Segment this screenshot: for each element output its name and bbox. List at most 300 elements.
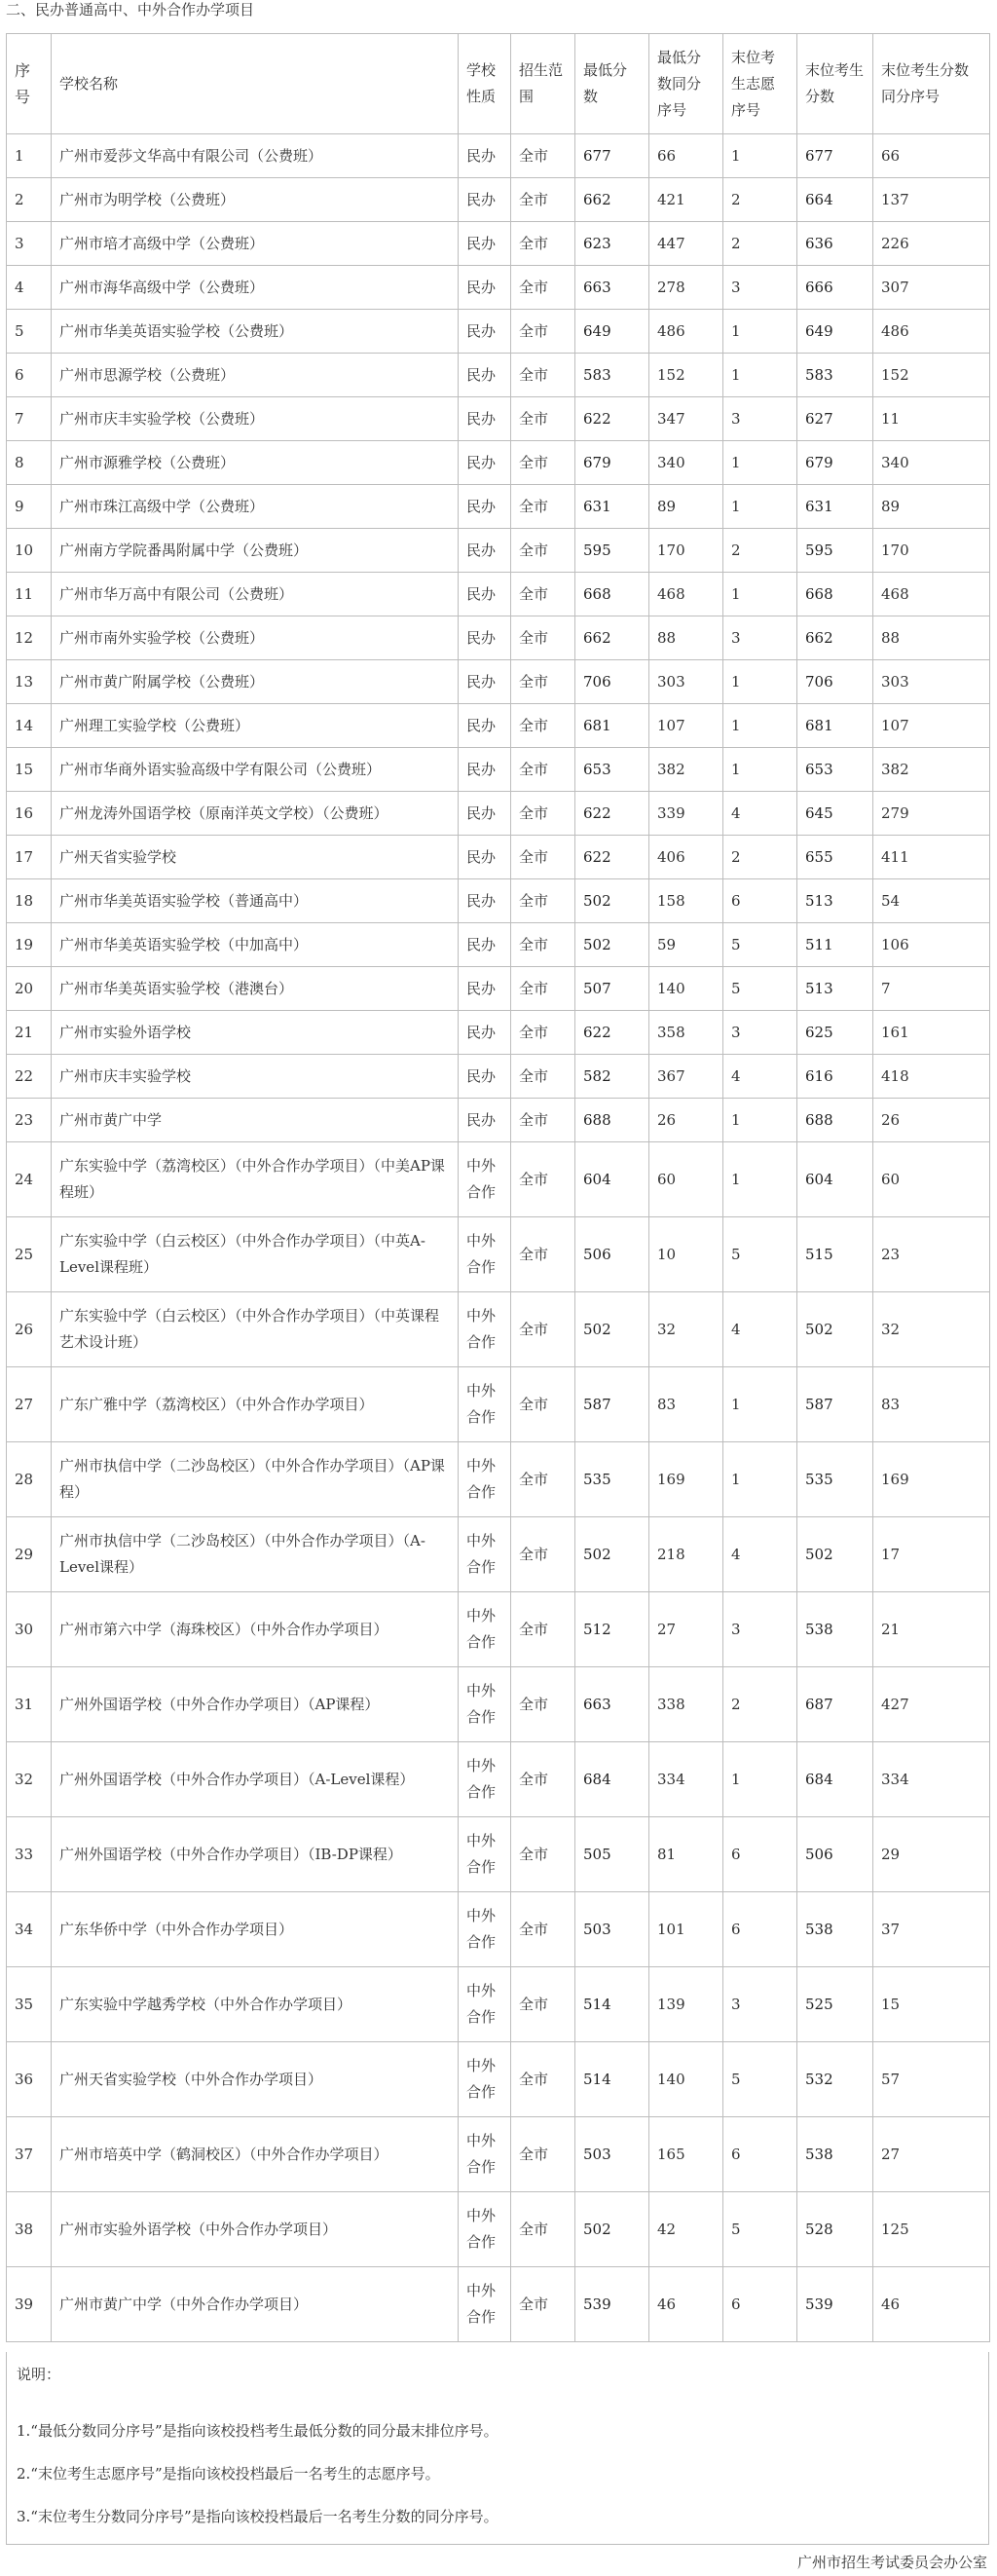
seq-cell: 11 <box>7 573 52 616</box>
header-cell: 末位考生分数同分序号 <box>873 34 990 134</box>
min-score-rank-cell: 358 <box>649 1011 723 1055</box>
table-row <box>7 485 990 529</box>
scope-cell: 全市 <box>511 1142 575 1217</box>
seq-cell: 39 <box>7 2267 52 2342</box>
min-score-rank-cell: 165 <box>649 2117 723 2192</box>
last-choice-cell: 3 <box>723 1011 797 1055</box>
school-name-cell: 广东实验中学（荔湾校区）（中外合作办学项目）（中美AP课程班） <box>52 1142 459 1217</box>
issuer-signature: 广州市招生考试委员会办公室 <box>796 2554 987 2571</box>
last-score-rank-cell: 107 <box>873 704 990 748</box>
min-score-cell: 502 <box>575 879 649 923</box>
section-title: 二、民办普通高中、中外合作办学项目 <box>6 1 255 19</box>
min-score-rank-cell: 367 <box>649 1055 723 1099</box>
min-score-cell: 502 <box>575 2192 649 2267</box>
seq-cell: 36 <box>7 2042 52 2117</box>
school-type-cell: 民办 <box>459 1055 511 1099</box>
scope-cell: 全市 <box>511 1099 575 1142</box>
min-score-cell: 681 <box>575 704 649 748</box>
min-score-cell: 583 <box>575 354 649 397</box>
min-score-rank-cell: 32 <box>649 1292 723 1367</box>
last-score-cell: 625 <box>797 1011 873 1055</box>
table-row <box>7 178 990 222</box>
last-score-cell: 513 <box>797 967 873 1011</box>
min-score-rank-cell: 88 <box>649 616 723 660</box>
min-score-cell: 535 <box>575 1442 649 1517</box>
seq-cell: 32 <box>7 1742 52 1817</box>
scope-cell: 全市 <box>511 1217 575 1292</box>
last-choice-cell: 2 <box>723 529 797 573</box>
last-score-cell: 511 <box>797 923 873 967</box>
scope-cell: 全市 <box>511 310 575 354</box>
school-name-cell: 广州市培才高级中学（公费班） <box>52 222 459 266</box>
school-name-cell: 广州龙涛外国语学校（原南洋英文学校）（公费班） <box>52 792 459 836</box>
seq-cell: 27 <box>7 1367 52 1442</box>
scope-cell: 全市 <box>511 397 575 441</box>
seq-cell: 37 <box>7 2117 52 2192</box>
min-score-cell: 582 <box>575 1055 649 1099</box>
min-score-cell: 688 <box>575 1099 649 1142</box>
school-name-cell: 广州市华美英语实验学校（中加高中） <box>52 923 459 967</box>
school-type-cell: 民办 <box>459 354 511 397</box>
last-score-cell: 506 <box>797 1817 873 1892</box>
min-score-rank-cell: 338 <box>649 1667 723 1742</box>
school-name-cell: 广州市庆丰实验学校 <box>52 1055 459 1099</box>
school-type-cell: 民办 <box>459 616 511 660</box>
school-type-cell: 中外合作 <box>459 1217 511 1292</box>
school-type-cell: 民办 <box>459 222 511 266</box>
school-name-cell: 广州理工实验学校（公费班） <box>52 704 459 748</box>
last-score-cell: 687 <box>797 1667 873 1742</box>
seq-cell: 30 <box>7 1592 52 1667</box>
scope-cell: 全市 <box>511 660 575 704</box>
last-choice-cell: 4 <box>723 1292 797 1367</box>
min-score-cell: 502 <box>575 1292 649 1367</box>
header-cell: 末位考生分数 <box>797 34 873 134</box>
table-row <box>7 1592 990 1667</box>
scope-cell: 全市 <box>511 1967 575 2042</box>
last-score-cell: 539 <box>797 2267 873 2342</box>
scope-cell: 全市 <box>511 704 575 748</box>
scope-cell: 全市 <box>511 266 575 310</box>
last-score-rank-cell: 54 <box>873 879 990 923</box>
last-choice-cell: 3 <box>723 616 797 660</box>
scope-cell: 全市 <box>511 441 575 485</box>
scope-cell: 全市 <box>511 573 575 616</box>
last-score-rank-cell: 169 <box>873 1442 990 1517</box>
school-type-cell: 民办 <box>459 573 511 616</box>
last-score-cell: 528 <box>797 2192 873 2267</box>
school-name-cell: 广州市实验外语学校 <box>52 1011 459 1055</box>
last-score-rank-cell: 17 <box>873 1517 990 1592</box>
last-choice-cell: 1 <box>723 354 797 397</box>
seq-cell: 10 <box>7 529 52 573</box>
school-type-cell: 中外合作 <box>459 1592 511 1667</box>
scope-cell: 全市 <box>511 2117 575 2192</box>
scope-cell: 全市 <box>511 792 575 836</box>
school-type-cell: 中外合作 <box>459 2267 511 2342</box>
min-score-cell: 622 <box>575 836 649 879</box>
last-score-rank-cell: 37 <box>873 1892 990 1967</box>
min-score-rank-cell: 152 <box>649 354 723 397</box>
min-score-cell: 668 <box>575 573 649 616</box>
school-name-cell: 广东华侨中学（中外合作办学项目） <box>52 1892 459 1967</box>
scope-cell: 全市 <box>511 2192 575 2267</box>
last-score-rank-cell: 66 <box>873 134 990 178</box>
last-score-cell: 681 <box>797 704 873 748</box>
school-name-cell: 广州市海华高级中学（公费班） <box>52 266 459 310</box>
school-name-cell: 广州市第六中学（海珠校区）（中外合作办学项目） <box>52 1592 459 1667</box>
seq-cell: 35 <box>7 1967 52 2042</box>
last-choice-cell: 1 <box>723 704 797 748</box>
min-score-rank-cell: 382 <box>649 748 723 792</box>
last-choice-cell: 6 <box>723 2267 797 2342</box>
last-choice-cell: 1 <box>723 660 797 704</box>
last-choice-cell: 1 <box>723 1099 797 1142</box>
seq-cell: 23 <box>7 1099 52 1142</box>
min-score-cell: 677 <box>575 134 649 178</box>
min-score-rank-cell: 81 <box>649 1817 723 1892</box>
table-row <box>7 1442 990 1517</box>
last-choice-cell: 1 <box>723 485 797 529</box>
last-score-cell: 631 <box>797 485 873 529</box>
last-choice-cell: 5 <box>723 923 797 967</box>
scope-cell: 全市 <box>511 1667 575 1742</box>
last-score-cell: 677 <box>797 134 873 178</box>
school-type-cell: 民办 <box>459 178 511 222</box>
table-row <box>7 1967 990 2042</box>
last-score-cell: 616 <box>797 1055 873 1099</box>
last-score-cell: 538 <box>797 2117 873 2192</box>
school-type-cell: 中外合作 <box>459 2117 511 2192</box>
min-score-rank-cell: 66 <box>649 134 723 178</box>
min-score-cell: 503 <box>575 2117 649 2192</box>
scope-cell: 全市 <box>511 748 575 792</box>
scope-cell: 全市 <box>511 134 575 178</box>
last-choice-cell: 1 <box>723 1142 797 1217</box>
table-row <box>7 660 990 704</box>
last-score-rank-cell: 46 <box>873 2267 990 2342</box>
min-score-cell: 512 <box>575 1592 649 1667</box>
min-score-cell: 514 <box>575 1967 649 2042</box>
last-choice-cell: 1 <box>723 1367 797 1442</box>
min-score-cell: 653 <box>575 748 649 792</box>
last-choice-cell: 3 <box>723 1592 797 1667</box>
table-row <box>7 923 990 967</box>
table-row <box>7 266 990 310</box>
school-name-cell: 广州市华万高中有限公司（公费班） <box>52 573 459 616</box>
table-row <box>7 529 990 573</box>
min-score-rank-cell: 26 <box>649 1099 723 1142</box>
last-score-cell: 502 <box>797 1292 873 1367</box>
min-score-rank-cell: 169 <box>649 1442 723 1517</box>
seq-cell: 28 <box>7 1442 52 1517</box>
school-name-cell: 广州市珠江高级中学（公费班） <box>52 485 459 529</box>
notes-box <box>6 2352 989 2545</box>
table-row <box>7 792 990 836</box>
min-score-rank-cell: 27 <box>649 1592 723 1667</box>
last-score-rank-cell: 21 <box>873 1592 990 1667</box>
school-type-cell: 民办 <box>459 485 511 529</box>
table-row <box>7 1367 990 1442</box>
school-name-cell: 广州外国语学校（中外合作办学项目）（IB-DP课程） <box>52 1817 459 1892</box>
min-score-cell: 502 <box>575 923 649 967</box>
last-score-cell: 664 <box>797 178 873 222</box>
table-row <box>7 879 990 923</box>
table-body <box>7 134 990 2342</box>
table-row <box>7 1055 990 1099</box>
school-name-cell: 广州市源雅学校（公费班） <box>52 441 459 485</box>
last-score-cell: 525 <box>797 1967 873 2042</box>
last-score-cell: 515 <box>797 1217 873 1292</box>
school-type-cell: 民办 <box>459 923 511 967</box>
min-score-rank-cell: 334 <box>649 1742 723 1817</box>
last-score-rank-cell: 89 <box>873 485 990 529</box>
last-score-cell: 668 <box>797 573 873 616</box>
min-score-cell: 622 <box>575 792 649 836</box>
table-row <box>7 836 990 879</box>
last-score-cell: 649 <box>797 310 873 354</box>
school-type-cell: 民办 <box>459 748 511 792</box>
min-score-rank-cell: 339 <box>649 792 723 836</box>
min-score-cell: 663 <box>575 266 649 310</box>
school-type-cell: 中外合作 <box>459 1892 511 1967</box>
last-score-rank-cell: 226 <box>873 222 990 266</box>
min-score-rank-cell: 107 <box>649 704 723 748</box>
school-type-cell: 民办 <box>459 397 511 441</box>
school-type-cell: 民办 <box>459 836 511 879</box>
last-score-cell: 688 <box>797 1099 873 1142</box>
school-name-cell: 广州天省实验学校 <box>52 836 459 879</box>
table-row <box>7 1099 990 1142</box>
seq-cell: 34 <box>7 1892 52 1967</box>
school-name-cell: 广州市为明学校（公费班） <box>52 178 459 222</box>
last-choice-cell: 1 <box>723 1442 797 1517</box>
min-score-rank-cell: 46 <box>649 2267 723 2342</box>
min-score-cell: 662 <box>575 178 649 222</box>
last-score-cell: 645 <box>797 792 873 836</box>
min-score-rank-cell: 101 <box>649 1892 723 1967</box>
school-name-cell: 广东实验中学（白云校区）（中外合作办学项目）（中英课程艺术设计班） <box>52 1292 459 1367</box>
school-name-cell: 广州市华美英语实验学校（港澳台） <box>52 967 459 1011</box>
last-score-rank-cell: 29 <box>873 1817 990 1892</box>
school-type-cell: 民办 <box>459 660 511 704</box>
seq-cell: 29 <box>7 1517 52 1592</box>
last-choice-cell: 1 <box>723 441 797 485</box>
last-choice-cell: 6 <box>723 1892 797 1967</box>
table-row <box>7 1517 990 1592</box>
last-score-cell: 583 <box>797 354 873 397</box>
min-score-rank-cell: 340 <box>649 441 723 485</box>
scope-cell: 全市 <box>511 485 575 529</box>
school-name-cell: 广州市华商外语实验高级中学有限公司（公费班） <box>52 748 459 792</box>
last-score-cell: 604 <box>797 1142 873 1217</box>
last-score-cell: 666 <box>797 266 873 310</box>
header-cell: 招生范围 <box>511 34 575 134</box>
last-score-rank-cell: 83 <box>873 1367 990 1442</box>
min-score-rank-cell: 89 <box>649 485 723 529</box>
seq-cell: 8 <box>7 441 52 485</box>
last-score-rank-cell: 7 <box>873 967 990 1011</box>
min-score-cell: 663 <box>575 1667 649 1742</box>
seq-cell: 6 <box>7 354 52 397</box>
school-name-cell: 广州市执信中学（二沙岛校区）（中外合作办学项目）（A-Level课程） <box>52 1517 459 1592</box>
note-item: 3.“末位考生分数同分序号”是指向该校投档最后一名考生分数的同分序号。 <box>17 2508 498 2525</box>
table-row <box>7 2192 990 2267</box>
note-item: 2.“末位考生志愿序号”是指向该校投档最后一名考生的志愿序号。 <box>17 2465 440 2483</box>
school-name-cell: 广州外国语学校（中外合作办学项目）（A-Level课程） <box>52 1742 459 1817</box>
last-score-rank-cell: 137 <box>873 178 990 222</box>
school-type-cell: 中外合作 <box>459 1667 511 1742</box>
scope-cell: 全市 <box>511 2042 575 2117</box>
seq-cell: 22 <box>7 1055 52 1099</box>
min-score-cell: 622 <box>575 397 649 441</box>
last-choice-cell: 6 <box>723 2117 797 2192</box>
min-score-rank-cell: 447 <box>649 222 723 266</box>
school-type-cell: 中外合作 <box>459 2192 511 2267</box>
seq-cell: 4 <box>7 266 52 310</box>
last-choice-cell: 2 <box>723 836 797 879</box>
last-choice-cell: 1 <box>723 573 797 616</box>
last-score-cell: 653 <box>797 748 873 792</box>
school-name-cell: 广州外国语学校（中外合作办学项目）（AP课程） <box>52 1667 459 1742</box>
table-row <box>7 2042 990 2117</box>
last-choice-cell: 4 <box>723 792 797 836</box>
seq-cell: 31 <box>7 1667 52 1742</box>
last-score-rank-cell: 170 <box>873 529 990 573</box>
min-score-cell: 595 <box>575 529 649 573</box>
min-score-cell: 649 <box>575 310 649 354</box>
min-score-rank-cell: 278 <box>649 266 723 310</box>
header-cell: 末位考生志愿序号 <box>723 34 797 134</box>
school-type-cell: 中外合作 <box>459 1967 511 2042</box>
table-row <box>7 2117 990 2192</box>
last-choice-cell: 6 <box>723 879 797 923</box>
min-score-cell: 514 <box>575 2042 649 2117</box>
seq-cell: 9 <box>7 485 52 529</box>
last-choice-cell: 2 <box>723 222 797 266</box>
seq-cell: 21 <box>7 1011 52 1055</box>
scope-cell: 全市 <box>511 967 575 1011</box>
last-score-rank-cell: 152 <box>873 354 990 397</box>
last-choice-cell: 6 <box>723 1817 797 1892</box>
header-cell: 最低分数 <box>575 34 649 134</box>
min-score-cell: 507 <box>575 967 649 1011</box>
school-type-cell: 民办 <box>459 704 511 748</box>
min-score-cell: 706 <box>575 660 649 704</box>
last-score-cell: 595 <box>797 529 873 573</box>
school-type-cell: 民办 <box>459 134 511 178</box>
last-choice-cell: 5 <box>723 967 797 1011</box>
last-score-rank-cell: 468 <box>873 573 990 616</box>
school-type-cell: 民办 <box>459 266 511 310</box>
admission-table <box>6 33 990 2342</box>
scope-cell: 全市 <box>511 222 575 266</box>
scope-cell: 全市 <box>511 1442 575 1517</box>
min-score-cell: 502 <box>575 1517 649 1592</box>
last-score-cell: 679 <box>797 441 873 485</box>
last-score-cell: 532 <box>797 2042 873 2117</box>
seq-cell: 2 <box>7 178 52 222</box>
last-choice-cell: 5 <box>723 1217 797 1292</box>
table-row <box>7 616 990 660</box>
scope-cell: 全市 <box>511 836 575 879</box>
last-score-cell: 684 <box>797 1742 873 1817</box>
last-score-cell: 535 <box>797 1442 873 1517</box>
table-row <box>7 1142 990 1217</box>
last-choice-cell: 5 <box>723 2192 797 2267</box>
last-score-rank-cell: 411 <box>873 836 990 879</box>
school-name-cell: 广州市实验外语学校（中外合作办学项目） <box>52 2192 459 2267</box>
min-score-rank-cell: 158 <box>649 879 723 923</box>
min-score-rank-cell: 170 <box>649 529 723 573</box>
last-score-rank-cell: 303 <box>873 660 990 704</box>
school-name-cell: 广州市培英中学（鹤洞校区）（中外合作办学项目） <box>52 2117 459 2192</box>
last-score-rank-cell: 15 <box>873 1967 990 2042</box>
min-score-rank-cell: 139 <box>649 1967 723 2042</box>
seq-cell: 12 <box>7 616 52 660</box>
school-name-cell: 广州市执信中学（二沙岛校区）（中外合作办学项目）（AP课程） <box>52 1442 459 1517</box>
min-score-rank-cell: 42 <box>649 2192 723 2267</box>
table-row <box>7 1292 990 1367</box>
header-cell: 最低分数同分序号 <box>649 34 723 134</box>
min-score-rank-cell: 140 <box>649 967 723 1011</box>
last-score-rank-cell: 88 <box>873 616 990 660</box>
school-type-cell: 中外合作 <box>459 1817 511 1892</box>
last-score-cell: 627 <box>797 397 873 441</box>
scope-cell: 全市 <box>511 1011 575 1055</box>
seq-cell: 1 <box>7 134 52 178</box>
scope-cell: 全市 <box>511 1055 575 1099</box>
school-type-cell: 中外合作 <box>459 1367 511 1442</box>
table-header-row <box>7 34 990 134</box>
table-row <box>7 134 990 178</box>
min-score-rank-cell: 486 <box>649 310 723 354</box>
seq-cell: 25 <box>7 1217 52 1292</box>
seq-cell: 18 <box>7 879 52 923</box>
last-choice-cell: 2 <box>723 1667 797 1742</box>
seq-cell: 13 <box>7 660 52 704</box>
scope-cell: 全市 <box>511 1367 575 1442</box>
last-score-rank-cell: 427 <box>873 1667 990 1742</box>
header-cell: 学校名称 <box>52 34 459 134</box>
seq-cell: 14 <box>7 704 52 748</box>
min-score-rank-cell: 83 <box>649 1367 723 1442</box>
school-type-cell: 民办 <box>459 792 511 836</box>
table-row <box>7 573 990 616</box>
scope-cell: 全市 <box>511 354 575 397</box>
seq-cell: 3 <box>7 222 52 266</box>
scope-cell: 全市 <box>511 879 575 923</box>
min-score-cell: 622 <box>575 1011 649 1055</box>
school-type-cell: 民办 <box>459 529 511 573</box>
school-name-cell: 广州市南外实验学校（公费班） <box>52 616 459 660</box>
seq-cell: 7 <box>7 397 52 441</box>
header-cell: 学校性质 <box>459 34 511 134</box>
min-score-cell: 631 <box>575 485 649 529</box>
seq-cell: 17 <box>7 836 52 879</box>
seq-cell: 15 <box>7 748 52 792</box>
min-score-rank-cell: 406 <box>649 836 723 879</box>
table-row <box>7 354 990 397</box>
last-choice-cell: 1 <box>723 1742 797 1817</box>
school-type-cell: 中外合作 <box>459 1292 511 1367</box>
seq-cell: 19 <box>7 923 52 967</box>
last-choice-cell: 1 <box>723 748 797 792</box>
min-score-cell: 604 <box>575 1142 649 1217</box>
min-score-cell: 679 <box>575 441 649 485</box>
table-row <box>7 1667 990 1742</box>
min-score-cell: 623 <box>575 222 649 266</box>
